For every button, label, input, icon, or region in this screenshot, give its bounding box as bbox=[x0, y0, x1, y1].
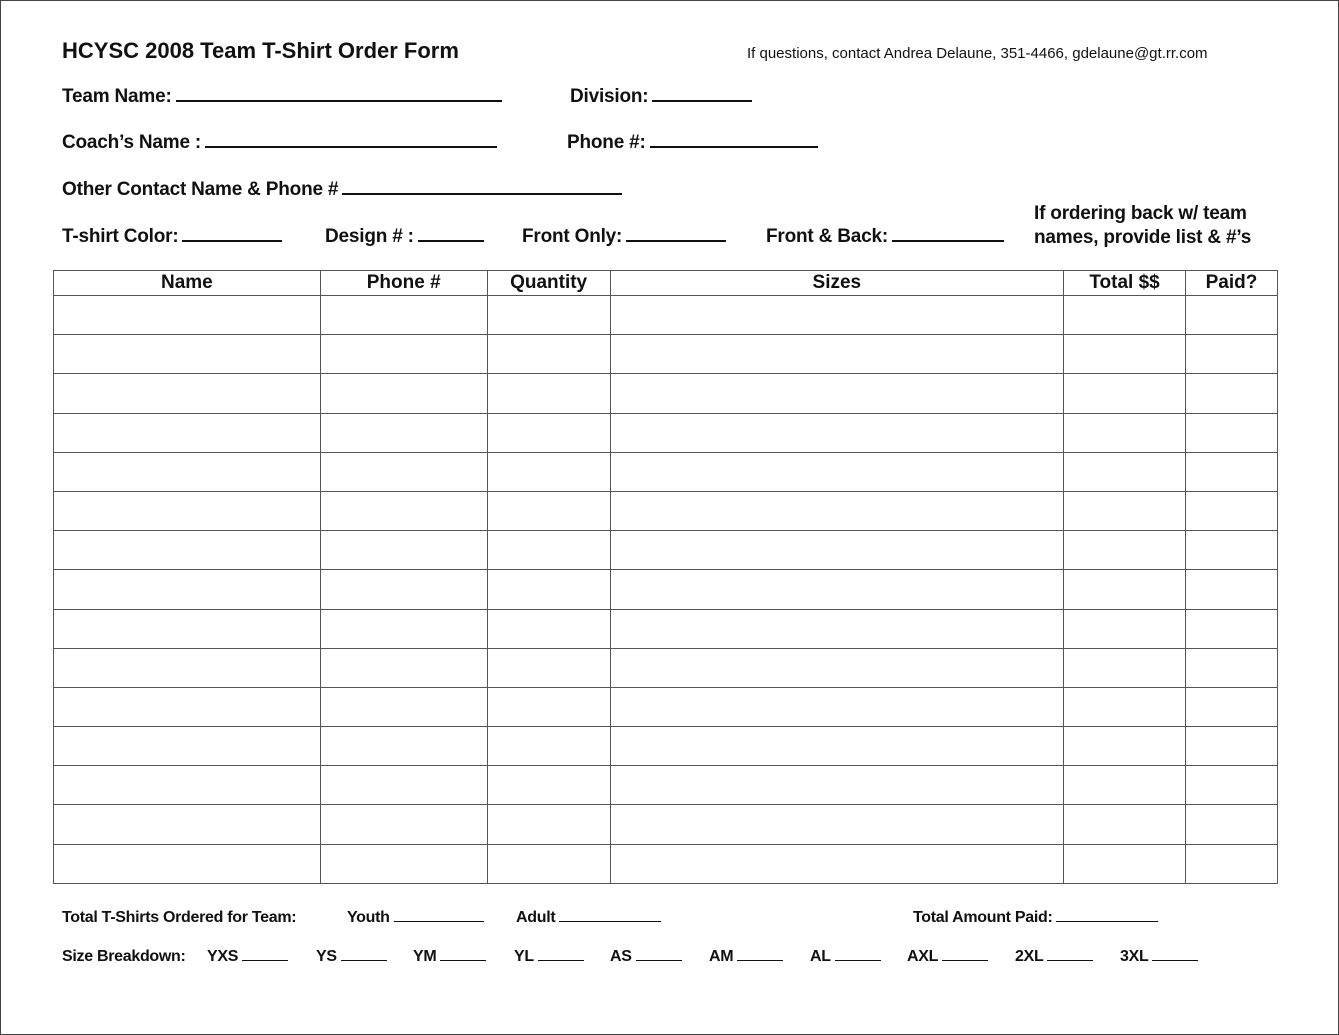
size-label: AS bbox=[610, 948, 632, 965]
col-paid: Paid? bbox=[1186, 271, 1278, 296]
cell-total[interactable] bbox=[1064, 648, 1186, 687]
cell-quantity[interactable] bbox=[487, 687, 610, 726]
cell-total[interactable] bbox=[1064, 687, 1186, 726]
cell-total[interactable] bbox=[1064, 296, 1186, 335]
cell-paid[interactable] bbox=[1186, 687, 1278, 726]
cell-phone[interactable] bbox=[320, 335, 487, 374]
cell-quantity[interactable] bbox=[487, 413, 610, 452]
cell-sizes[interactable] bbox=[610, 413, 1064, 452]
size-field-ym[interactable] bbox=[413, 948, 486, 966]
team-name-label: Team Name: bbox=[62, 86, 172, 107]
cell-name[interactable] bbox=[54, 491, 321, 530]
cell-phone[interactable] bbox=[320, 491, 487, 530]
cell-total[interactable] bbox=[1064, 374, 1186, 413]
adult-field[interactable] bbox=[516, 909, 661, 927]
cell-paid[interactable] bbox=[1186, 413, 1278, 452]
note-line-2: names, provide list & #’s bbox=[1034, 227, 1252, 248]
contact-info: If questions, contact Andrea Delaune, 351-4466, gdelaune@gt.rr.com bbox=[747, 45, 1208, 62]
cell-sizes[interactable] bbox=[610, 296, 1064, 335]
coach-name-label: Coach’s Name : bbox=[62, 132, 202, 153]
front-only-blank[interactable] bbox=[626, 226, 726, 242]
design-blank[interactable] bbox=[418, 226, 484, 242]
size-blank[interactable] bbox=[538, 948, 584, 961]
phone-field[interactable] bbox=[567, 132, 818, 154]
cell-paid[interactable] bbox=[1186, 609, 1278, 648]
cell-quantity[interactable] bbox=[487, 531, 610, 570]
table-row bbox=[54, 491, 1278, 530]
cell-sizes[interactable] bbox=[610, 766, 1064, 805]
table-row bbox=[54, 374, 1278, 413]
size-blank[interactable] bbox=[636, 948, 682, 961]
front-only-field[interactable] bbox=[522, 226, 726, 248]
cell-paid[interactable] bbox=[1186, 570, 1278, 609]
cell-sizes[interactable] bbox=[610, 335, 1064, 374]
table-row bbox=[54, 727, 1278, 766]
cell-sizes[interactable] bbox=[610, 531, 1064, 570]
size-blank[interactable] bbox=[737, 948, 783, 961]
cell-phone[interactable] bbox=[320, 609, 487, 648]
cell-phone[interactable] bbox=[320, 452, 487, 491]
size-field-2xl[interactable] bbox=[1015, 948, 1093, 966]
table-row bbox=[54, 413, 1278, 452]
size-label: YM bbox=[413, 948, 437, 965]
cell-name[interactable] bbox=[54, 570, 321, 609]
size-field-am[interactable] bbox=[709, 948, 783, 966]
table-row bbox=[54, 766, 1278, 805]
cell-sizes[interactable] bbox=[610, 452, 1064, 491]
cell-paid[interactable] bbox=[1186, 452, 1278, 491]
cell-paid[interactable] bbox=[1186, 531, 1278, 570]
total-shirts-label: Total T-Shirts Ordered for Team: bbox=[62, 909, 297, 926]
cell-phone[interactable] bbox=[320, 531, 487, 570]
cell-sizes[interactable] bbox=[610, 648, 1064, 687]
table-row bbox=[54, 531, 1278, 570]
size-field-yl[interactable] bbox=[514, 948, 584, 966]
cell-quantity[interactable] bbox=[487, 452, 610, 491]
cell-name[interactable] bbox=[54, 531, 321, 570]
col-sizes: Sizes bbox=[610, 271, 1064, 296]
cell-name[interactable] bbox=[54, 413, 321, 452]
design-field[interactable] bbox=[325, 226, 484, 248]
cell-total[interactable] bbox=[1064, 805, 1186, 844]
cell-name[interactable] bbox=[54, 296, 321, 335]
cell-paid[interactable] bbox=[1186, 491, 1278, 530]
size-blank[interactable] bbox=[1152, 948, 1198, 961]
cell-quantity[interactable] bbox=[487, 766, 610, 805]
cell-name[interactable] bbox=[54, 648, 321, 687]
cell-paid[interactable] bbox=[1186, 844, 1278, 883]
cell-name[interactable] bbox=[54, 374, 321, 413]
other-contact-label: Other Contact Name & Phone # bbox=[62, 179, 339, 200]
cell-name[interactable] bbox=[54, 452, 321, 491]
cell-quantity[interactable] bbox=[487, 570, 610, 609]
cell-total[interactable] bbox=[1064, 413, 1186, 452]
other-contact-blank[interactable] bbox=[342, 179, 622, 195]
table-row bbox=[54, 687, 1278, 726]
cell-name[interactable] bbox=[54, 766, 321, 805]
size-field-ys[interactable] bbox=[316, 948, 387, 966]
cell-total[interactable] bbox=[1064, 452, 1186, 491]
cell-sizes[interactable] bbox=[610, 609, 1064, 648]
size-field-al[interactable] bbox=[810, 948, 881, 966]
coach-name-blank[interactable] bbox=[205, 132, 497, 148]
table-row bbox=[54, 648, 1278, 687]
cell-quantity[interactable] bbox=[487, 609, 610, 648]
cell-total[interactable] bbox=[1064, 609, 1186, 648]
cell-name[interactable] bbox=[54, 844, 321, 883]
size-blank[interactable] bbox=[835, 948, 881, 961]
division-field[interactable] bbox=[570, 86, 752, 108]
size-blank[interactable] bbox=[942, 948, 988, 961]
cell-paid[interactable] bbox=[1186, 335, 1278, 374]
tshirt-color-field[interactable] bbox=[62, 226, 282, 248]
table-row bbox=[54, 844, 1278, 883]
front-only-label: Front Only: bbox=[522, 226, 623, 247]
cell-name[interactable] bbox=[54, 805, 321, 844]
note-line-1: If ordering back w/ team bbox=[1034, 203, 1247, 224]
cell-total[interactable] bbox=[1064, 844, 1186, 883]
cell-total[interactable] bbox=[1064, 727, 1186, 766]
cell-quantity[interactable] bbox=[487, 805, 610, 844]
table-row bbox=[54, 805, 1278, 844]
size-field-axl[interactable] bbox=[907, 948, 988, 966]
cell-phone[interactable] bbox=[320, 687, 487, 726]
front-back-label: Front & Back: bbox=[766, 226, 888, 247]
size-field-3xl[interactable] bbox=[1120, 948, 1198, 966]
table-row bbox=[54, 609, 1278, 648]
youth-blank[interactable] bbox=[394, 909, 484, 922]
cell-paid[interactable] bbox=[1186, 296, 1278, 335]
cell-phone[interactable] bbox=[320, 844, 487, 883]
col-total: Total $$ bbox=[1064, 271, 1186, 296]
table-row bbox=[54, 296, 1278, 335]
other-contact-field[interactable] bbox=[62, 179, 622, 201]
cell-sizes[interactable] bbox=[610, 374, 1064, 413]
size-field-as[interactable] bbox=[610, 948, 682, 966]
col-phone: Phone # bbox=[320, 271, 487, 296]
cell-name[interactable] bbox=[54, 609, 321, 648]
table-row bbox=[54, 570, 1278, 609]
size-label: YS bbox=[316, 948, 337, 965]
youth-label: Youth bbox=[347, 909, 390, 926]
tshirt-color-blank[interactable] bbox=[182, 226, 282, 242]
cell-paid[interactable] bbox=[1186, 805, 1278, 844]
cell-total[interactable] bbox=[1064, 531, 1186, 570]
cell-paid[interactable] bbox=[1186, 648, 1278, 687]
size-label: YXS bbox=[207, 948, 239, 965]
cell-quantity[interactable] bbox=[487, 374, 610, 413]
coach-name-field[interactable] bbox=[62, 132, 497, 154]
cell-phone[interactable] bbox=[320, 374, 487, 413]
col-name: Name bbox=[54, 271, 321, 296]
size-label: AL bbox=[810, 948, 831, 965]
cell-quantity[interactable] bbox=[487, 491, 610, 530]
cell-quantity[interactable] bbox=[487, 335, 610, 374]
cell-sizes[interactable] bbox=[610, 570, 1064, 609]
front-back-field[interactable] bbox=[766, 226, 1004, 248]
team-name-field[interactable] bbox=[62, 86, 502, 108]
cell-phone[interactable] bbox=[320, 296, 487, 335]
cell-total[interactable] bbox=[1064, 335, 1186, 374]
total-paid-label: Total Amount Paid: bbox=[913, 909, 1053, 926]
adult-label: Adult bbox=[516, 909, 556, 926]
team-name-blank[interactable] bbox=[176, 86, 502, 102]
cell-name[interactable] bbox=[54, 687, 321, 726]
size-field-yxs[interactable] bbox=[207, 948, 288, 966]
size-label: AXL bbox=[907, 948, 939, 965]
back-names-note bbox=[1034, 202, 1251, 250]
cell-quantity[interactable] bbox=[487, 648, 610, 687]
cell-name[interactable] bbox=[54, 727, 321, 766]
cell-phone[interactable] bbox=[320, 648, 487, 687]
tshirt-color-label: T-shirt Color: bbox=[62, 226, 179, 247]
front-back-blank[interactable] bbox=[892, 226, 1004, 242]
cell-sizes[interactable] bbox=[610, 491, 1064, 530]
size-blank[interactable] bbox=[242, 948, 288, 961]
table-row bbox=[54, 452, 1278, 491]
youth-field[interactable] bbox=[347, 909, 484, 927]
division-blank[interactable] bbox=[652, 86, 752, 102]
cell-phone[interactable] bbox=[320, 766, 487, 805]
cell-total[interactable] bbox=[1064, 570, 1186, 609]
size-blank[interactable] bbox=[341, 948, 387, 961]
size-label: 2XL bbox=[1015, 948, 1044, 965]
table-row bbox=[54, 335, 1278, 374]
division-label: Division: bbox=[570, 86, 649, 107]
size-label: AM bbox=[709, 948, 734, 965]
cell-phone[interactable] bbox=[320, 727, 487, 766]
cell-quantity[interactable] bbox=[487, 727, 610, 766]
cell-quantity[interactable] bbox=[487, 296, 610, 335]
cell-total[interactable] bbox=[1064, 491, 1186, 530]
cell-paid[interactable] bbox=[1186, 727, 1278, 766]
total-paid-blank[interactable] bbox=[1056, 909, 1158, 922]
phone-blank[interactable] bbox=[650, 132, 818, 148]
cell-sizes[interactable] bbox=[610, 727, 1064, 766]
cell-quantity[interactable] bbox=[487, 844, 610, 883]
cell-sizes[interactable] bbox=[610, 844, 1064, 883]
cell-phone[interactable] bbox=[320, 805, 487, 844]
form-title: HCYSC 2008 Team T-Shirt Order Form bbox=[62, 38, 459, 63]
size-breakdown-label: Size Breakdown: bbox=[62, 948, 186, 965]
size-label: 3XL bbox=[1120, 948, 1149, 965]
phone-label: Phone #: bbox=[567, 132, 646, 153]
cell-sizes[interactable] bbox=[610, 687, 1064, 726]
adult-blank[interactable] bbox=[559, 909, 661, 922]
cell-phone[interactable] bbox=[320, 570, 487, 609]
table-header-row bbox=[54, 271, 1278, 296]
cell-sizes[interactable] bbox=[610, 805, 1064, 844]
size-blank[interactable] bbox=[1047, 948, 1093, 961]
col-quantity: Quantity bbox=[487, 271, 610, 296]
cell-name[interactable] bbox=[54, 335, 321, 374]
order-table bbox=[53, 270, 1278, 884]
total-paid-field[interactable] bbox=[913, 909, 1158, 927]
size-blank[interactable] bbox=[440, 948, 486, 961]
cell-paid[interactable] bbox=[1186, 766, 1278, 805]
cell-phone[interactable] bbox=[320, 413, 487, 452]
design-label: Design # : bbox=[325, 226, 414, 247]
size-label: YL bbox=[514, 948, 534, 965]
cell-paid[interactable] bbox=[1186, 374, 1278, 413]
cell-total[interactable] bbox=[1064, 766, 1186, 805]
